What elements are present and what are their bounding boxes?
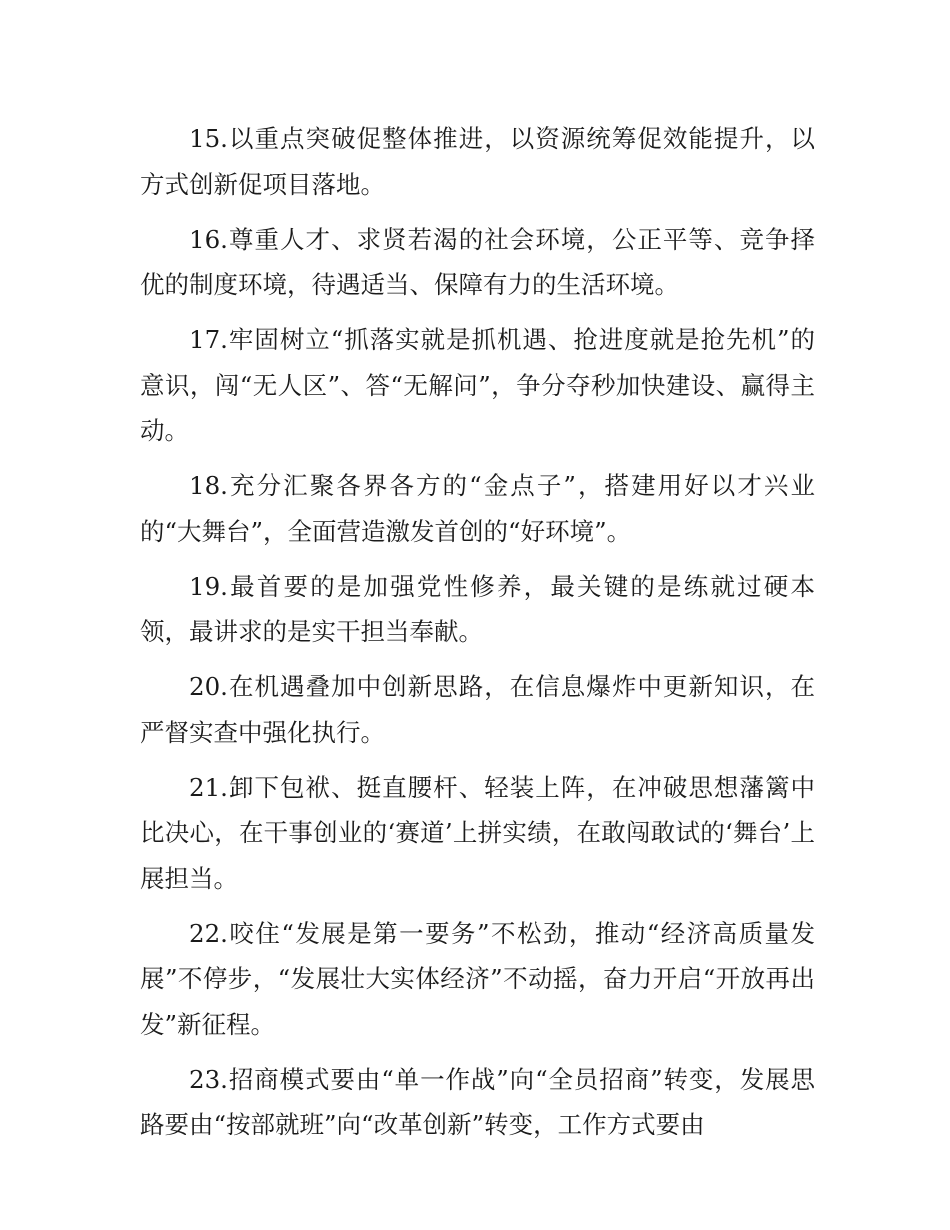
paragraph-21: 21.卸下包袱、挺直腰杆、轻装上阵，在冲破思想藩篱中比决心，在干事创业的‘赛道’上拼实绩，在敢闯敢试的‘舞台’上展担当。 bbox=[140, 772, 815, 893]
paragraph-19: 19.最首要的是加强党性修养，最关键的是练就过硬本领，最讲求的是实干担当奉献。 bbox=[140, 571, 815, 646]
paragraph-15: 15.以重点突破促整体推进，以资源统筹促效能提升，以方式创新促项目落地。 bbox=[140, 124, 815, 199]
paragraph-22: 22.咬住“发展是第一要务”不松劲，推动“经济高质量发展”不停步，“发展壮大实体经济”不动摇，奋力开启“开放再出发”新征程。 bbox=[140, 918, 815, 1039]
paragraph-16: 16.尊重人才、求贤若渴的社会环境，公正平等、竞争择优的制度环境，待遇适当、保障有力的生活环境。 bbox=[140, 224, 815, 299]
paragraph-18: 18.充分汇聚各界各方的“金点子”，搭建用好以才兴业的“大舞台”，全面营造激发首创的“好环境”。 bbox=[140, 471, 815, 546]
document-body bbox=[140, 116, 815, 1157]
paragraph-23: 23.招商模式要由“单一作战”向“全员招商”转变，发展思路要由“按部就班”向“改革创新”转变，工作方式要由 bbox=[140, 1064, 815, 1139]
paragraph-20: 20.在机遇叠加中创新思路，在信息爆炸中更新知识，在严督实查中强化执行。 bbox=[140, 672, 815, 747]
paragraph-17: 17.牢固树立“抓落实就是抓机遇、抢进度就是抢先机”的意识，闯“无人区”、答“无解问”，争分夺秒加快建设、赢得主动。 bbox=[140, 325, 815, 445]
